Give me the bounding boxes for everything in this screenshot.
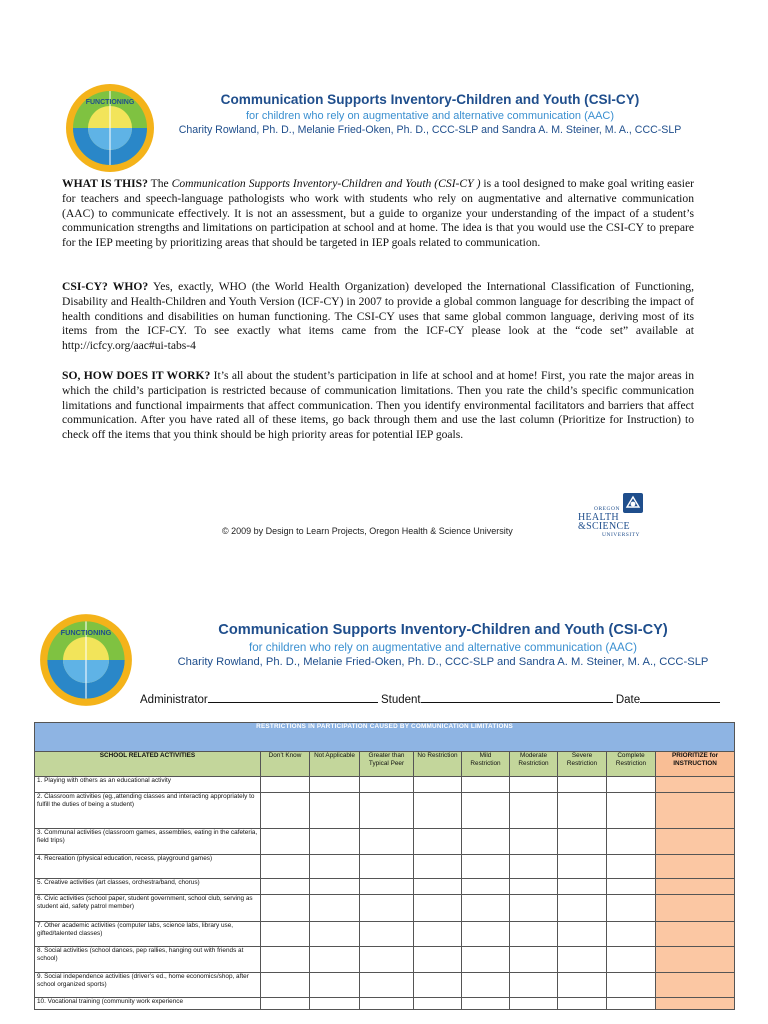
prioritize-cell[interactable] xyxy=(656,829,735,855)
page1-header xyxy=(160,92,700,136)
intro-paragraph-what xyxy=(62,177,694,251)
prioritize-cell[interactable] xyxy=(656,879,735,895)
rating-cell[interactable] xyxy=(261,855,310,879)
rating-cell[interactable] xyxy=(360,879,414,895)
column-header-9: PRIORITIZE for INSTRUCTION xyxy=(656,752,735,777)
rating-cell[interactable] xyxy=(607,855,656,879)
rating-cell[interactable] xyxy=(414,777,462,793)
how-body: It’s all about the student’s participation in life at school and at home! First, you rate the major areas in which the child’s participation is restricted because of communication limitations. Then you rate the child’s specific communication limitations and functional impairments that affect communication. Then you identify environmental facilitators and barriers that affect communication. After you have rated all of these items, go back through them and use the last column (Prioritize for Instruction) to check off the items that you think should be high priority areas for potential IEP goals. xyxy=(62,369,694,442)
prioritize-cell[interactable] xyxy=(656,922,735,947)
rating-cell[interactable] xyxy=(360,922,414,947)
rating-cell[interactable] xyxy=(558,879,607,895)
rating-cell[interactable] xyxy=(510,793,558,829)
activity-label: 3. Communal activities (classroom games, assemblies, eating in the cafeteria, field trips) xyxy=(35,829,261,855)
rating-cell[interactable] xyxy=(261,998,310,1010)
prioritize-cell[interactable] xyxy=(656,895,735,922)
rating-cell[interactable] xyxy=(414,879,462,895)
table-row xyxy=(35,895,735,922)
copyright-notice: © 2009 by Design to Learn Projects, Oregon Health & Science University xyxy=(222,526,513,536)
rating-cell[interactable] xyxy=(310,895,360,922)
ohsu-line2: HEALTH xyxy=(578,512,619,523)
activity-label: 10. Vocational training (community work experience xyxy=(35,998,261,1010)
rating-cell[interactable] xyxy=(558,855,607,879)
rating-cell[interactable] xyxy=(462,777,510,793)
rating-cell[interactable] xyxy=(558,777,607,793)
student-label: Student xyxy=(380,694,421,706)
prioritize-cell[interactable] xyxy=(656,777,735,793)
rating-cell[interactable] xyxy=(360,777,414,793)
page2-title: Communication Supports Inventory-Children and Youth (CSI-CY) xyxy=(218,622,668,638)
activity-label: 5. Creative activities (art classes, orchestra/band, chorus) xyxy=(35,879,261,895)
column-header-2: Not Applicable xyxy=(310,752,360,777)
page-subtitle: for children who rely on augmentative and alternative communication (AAC) xyxy=(245,110,615,122)
table-row xyxy=(35,855,735,879)
rating-cell[interactable] xyxy=(607,998,656,1010)
rating-cell[interactable] xyxy=(360,895,414,922)
rating-cell[interactable] xyxy=(414,973,462,998)
page2-authors: Charity Rowland, Ph. D., Melanie Fried-Oken, Ph. D., CCC-SLP and Sandra A. M. Steiner, M. A., CCC-SLP xyxy=(177,656,709,668)
table-row xyxy=(35,879,735,895)
prioritize-cell[interactable] xyxy=(656,998,735,1010)
table-row xyxy=(35,793,735,829)
rating-cell[interactable] xyxy=(607,947,656,973)
rating-cell[interactable] xyxy=(607,793,656,829)
rating-cell[interactable] xyxy=(462,829,510,855)
rating-cell[interactable] xyxy=(261,922,310,947)
table-row xyxy=(35,973,735,998)
rating-cell[interactable] xyxy=(510,829,558,855)
column-header-0: SCHOOL RELATED ACTIVITIES xyxy=(35,752,261,777)
rating-cell[interactable] xyxy=(261,829,310,855)
ohsu-emblem-icon xyxy=(622,492,644,514)
rating-cell[interactable] xyxy=(310,829,360,855)
rating-cell[interactable] xyxy=(510,947,558,973)
rating-cell[interactable] xyxy=(558,793,607,829)
rating-cell[interactable] xyxy=(310,793,360,829)
administrator-label: Administrator xyxy=(140,694,208,706)
rating-cell[interactable] xyxy=(360,998,414,1010)
rating-cell[interactable] xyxy=(414,829,462,855)
column-header-8: Complete Restriction xyxy=(607,752,656,777)
column-header-1: Don’t Know xyxy=(261,752,310,777)
rating-cell[interactable] xyxy=(310,998,360,1010)
rating-cell[interactable] xyxy=(558,998,607,1010)
rating-cell[interactable] xyxy=(558,895,607,922)
rating-cell[interactable] xyxy=(510,855,558,879)
rating-cell[interactable] xyxy=(414,922,462,947)
rating-cell[interactable] xyxy=(510,777,558,793)
activity-label: 9. Social independence activities (driver’s ed., home economics/shop, after school organized sports) xyxy=(35,973,261,998)
column-header-5: Mild Restriction xyxy=(462,752,510,777)
rating-cell[interactable] xyxy=(462,793,510,829)
page2-subtitle: for children who rely on augmentative and alternative communication (AAC) xyxy=(249,641,637,654)
rating-cell[interactable] xyxy=(462,947,510,973)
rating-cell[interactable] xyxy=(310,922,360,947)
column-header-3: Greater than Typical Peer xyxy=(360,752,414,777)
rating-cell[interactable] xyxy=(360,947,414,973)
rating-cell[interactable] xyxy=(510,879,558,895)
rating-cell[interactable] xyxy=(462,895,510,922)
rating-cell[interactable] xyxy=(414,793,462,829)
how-lead: SO, HOW DOES IT WORK? xyxy=(62,369,211,382)
logo-text: FUNCTIONING xyxy=(85,99,135,106)
rating-cell[interactable] xyxy=(360,855,414,879)
functioning-logo xyxy=(64,82,156,174)
rating-cell[interactable] xyxy=(414,998,462,1010)
rating-cell[interactable] xyxy=(510,973,558,998)
restrictions-table xyxy=(34,722,735,1010)
rating-cell[interactable] xyxy=(462,973,510,998)
table-row xyxy=(35,998,735,1010)
date-label: Date xyxy=(615,694,641,706)
table-row xyxy=(35,829,735,855)
activity-label: 7. Other academic activities (computer labs, science labs, library use, gifted/talented classes) xyxy=(35,922,261,947)
form-fields xyxy=(140,691,735,706)
what-em: Communication Supports Inventory-Children and Youth (CSI-CY ) xyxy=(171,177,481,190)
what-lead: WHAT IS THIS? xyxy=(62,177,148,190)
rating-cell[interactable] xyxy=(310,855,360,879)
rating-cell[interactable] xyxy=(607,895,656,922)
rating-cell[interactable] xyxy=(360,793,414,829)
rating-cell[interactable] xyxy=(607,922,656,947)
ohsu-logo xyxy=(578,492,648,540)
rating-cell[interactable] xyxy=(261,793,310,829)
activity-label: 1. Playing with others as an educational activity xyxy=(35,777,261,793)
logo-text-2: FUNCTIONING xyxy=(60,627,112,637)
table-banner: RESTRICTIONS IN PARTICIPATION CAUSED BY COMMUNICATION LIMITATIONS xyxy=(35,723,735,752)
rating-cell[interactable] xyxy=(510,922,558,947)
ohsu-line1: OREGON xyxy=(594,506,620,512)
who-body: Yes, exactly, WHO (the World Health Organization) developed the International Classification of Functioning, Disability and Health-Children and Youth Version (ICF-CY) in 2007 to provide a global common language for describing the impact of health conditions and disabilities on human functioning. The CSI-CY uses that same global common language, deriving most of its items from the ICF-CY. To see exactly what items came from the ICF-CY please look at the “code set” available at http://icfcy.org/aac#ui-tabs-4 xyxy=(62,280,694,353)
date-field[interactable] xyxy=(640,691,720,703)
rating-cell[interactable] xyxy=(558,947,607,973)
rating-cell[interactable] xyxy=(360,829,414,855)
rating-cell[interactable] xyxy=(310,879,360,895)
prioritize-cell[interactable] xyxy=(656,973,735,998)
rating-cell[interactable] xyxy=(558,829,607,855)
functioning-logo-2 xyxy=(38,612,134,708)
rating-cell[interactable] xyxy=(462,998,510,1010)
rating-cell[interactable] xyxy=(310,973,360,998)
page-title: Communication Supports Inventory-Children and Youth (CSI-CY) xyxy=(220,92,640,107)
rating-cell[interactable] xyxy=(414,895,462,922)
intro-paragraph-who xyxy=(62,280,694,354)
prioritize-cell[interactable] xyxy=(656,947,735,973)
table-row xyxy=(35,777,735,793)
rating-cell[interactable] xyxy=(510,998,558,1010)
rating-cell[interactable] xyxy=(558,922,607,947)
prioritize-cell[interactable] xyxy=(656,855,735,879)
ohsu-line3: &SCIENCE xyxy=(578,521,630,532)
column-header-7: Severe Restriction xyxy=(558,752,607,777)
page-authors: Charity Rowland, Ph. D., Melanie Fried-Oken, Ph. D., CCC-SLP and Sandra A. M. Steiner, M. A., CCC-SLP xyxy=(178,124,682,136)
administrator-field[interactable] xyxy=(208,691,378,703)
table-row xyxy=(35,947,735,973)
rating-cell[interactable] xyxy=(462,879,510,895)
rating-cell[interactable] xyxy=(510,895,558,922)
rating-cell[interactable] xyxy=(261,895,310,922)
rating-cell[interactable] xyxy=(607,973,656,998)
what-pre: The xyxy=(147,177,172,190)
rating-cell[interactable] xyxy=(261,973,310,998)
rating-cell[interactable] xyxy=(607,879,656,895)
rating-cell[interactable] xyxy=(261,947,310,973)
column-header-4: No Restriction xyxy=(414,752,462,777)
column-header-6: Moderate Restriction xyxy=(510,752,558,777)
intro-paragraph-how xyxy=(62,369,694,443)
activity-label: 4. Recreation (physical education, recess, playground games) xyxy=(35,855,261,879)
page2-header xyxy=(148,622,738,668)
ohsu-line4: UNIVERSITY xyxy=(602,532,640,538)
prioritize-cell[interactable] xyxy=(656,793,735,829)
rating-cell[interactable] xyxy=(360,973,414,998)
rating-cell[interactable] xyxy=(462,855,510,879)
rating-cell[interactable] xyxy=(414,855,462,879)
what-body: is a tool designed to make goal writing easier for teachers and speech-language pathologists who work with students who rely on augmentative and alternative communication (AAC) to communicate effectively. It is not an assessment, but a guide to organize your understanding of the impact of a student’s communication strengths and limitations on participation at school and at home. The idea is that you would use the CSI-CY to prepare for the IEP meeting by prioritizing areas that should be targeted in IEP goals related to communication. xyxy=(62,177,694,250)
rating-cell[interactable] xyxy=(462,922,510,947)
rating-cell[interactable] xyxy=(310,947,360,973)
rating-cell[interactable] xyxy=(261,879,310,895)
rating-cell[interactable] xyxy=(607,829,656,855)
student-field[interactable] xyxy=(421,691,613,703)
rating-cell[interactable] xyxy=(310,777,360,793)
rating-cell[interactable] xyxy=(414,947,462,973)
rating-cell[interactable] xyxy=(261,777,310,793)
table-row xyxy=(35,922,735,947)
rating-cell[interactable] xyxy=(607,777,656,793)
activity-label: 2. Classroom activities (eg.,attending classes and interacting appropriately to fulfill the duties of being a student) xyxy=(35,793,261,829)
activity-label: 8. Social activities (school dances, pep rallies, hanging out with friends at school) xyxy=(35,947,261,973)
activity-label: 6. Civic activities (school paper, student government, school club, serving as student aid, safety patrol member) xyxy=(35,895,261,922)
rating-cell[interactable] xyxy=(558,973,607,998)
who-lead: CSI-CY? WHO? xyxy=(62,280,149,293)
